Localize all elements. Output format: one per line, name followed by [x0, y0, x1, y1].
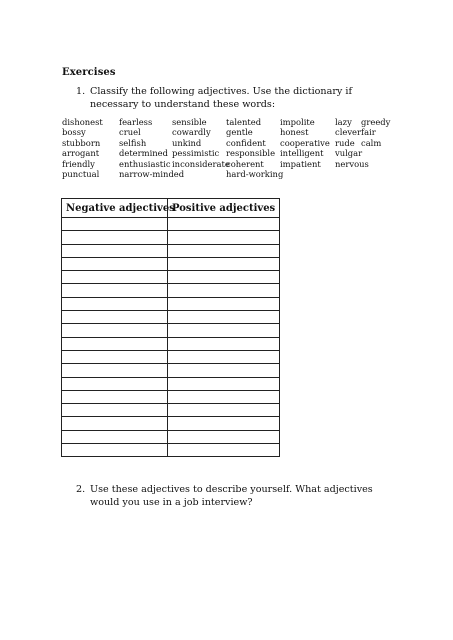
negative-answer-cell[interactable]: [62, 430, 168, 443]
negative-answer-cell[interactable]: [62, 271, 168, 284]
word-column-7: [361, 117, 390, 148]
word-item: fair: [361, 127, 376, 138]
word-item: fearless: [119, 117, 153, 127]
negative-answer-cell[interactable]: [62, 218, 168, 231]
word-item: narrow-minded: [119, 168, 185, 179]
table-row: [62, 218, 280, 231]
negative-answer-cell[interactable]: [62, 284, 168, 297]
word-item: dishonest: [62, 117, 103, 127]
word-item: stubborn: [62, 137, 101, 148]
negative-answer-cell[interactable]: [62, 350, 168, 363]
positive-answer-cell[interactable]: [168, 324, 280, 337]
word-item: pessimistic: [172, 148, 220, 159]
table-body: [62, 218, 280, 457]
table-row: [62, 271, 280, 284]
table-row: [62, 257, 280, 270]
table-row: [62, 231, 280, 244]
word-item: honest: [280, 127, 309, 138]
word-item: gentle: [226, 127, 253, 138]
word-item: rude: [335, 137, 355, 148]
word-column-1: [62, 117, 103, 179]
positive-answer-cell[interactable]: [168, 231, 280, 244]
question-2-number: 2.: [76, 484, 86, 495]
negative-answer-cell[interactable]: [62, 257, 168, 270]
table-row: [62, 377, 280, 390]
word-item: coherent: [226, 158, 264, 169]
question-1-number: 1.: [76, 86, 86, 97]
word-column-3: [172, 117, 230, 169]
word-column-5: [280, 117, 330, 169]
positive-answer-cell[interactable]: [168, 350, 280, 363]
positive-answer-cell[interactable]: [168, 271, 280, 284]
negative-answer-cell[interactable]: [62, 404, 168, 417]
table-row: [62, 324, 280, 337]
word-item: unkind: [172, 137, 202, 148]
word-item: responsible: [226, 148, 276, 159]
positive-answer-cell[interactable]: [168, 257, 280, 270]
word-item: punctual: [62, 168, 100, 179]
table-row: [62, 244, 280, 257]
negative-answer-cell[interactable]: [62, 297, 168, 310]
adjective-classification-table: [61, 198, 280, 457]
word-item: inconsiderate: [172, 158, 230, 169]
positive-answer-cell[interactable]: [168, 337, 280, 350]
positive-answer-cell[interactable]: [168, 430, 280, 443]
word-item: nervous: [335, 158, 369, 169]
word-item: clever: [335, 127, 362, 138]
positive-answer-cell[interactable]: [168, 404, 280, 417]
word-column-4: [226, 117, 283, 179]
table-row: [62, 311, 280, 324]
negative-answer-cell[interactable]: [62, 390, 168, 403]
positive-answer-cell[interactable]: [168, 364, 280, 377]
table-row: [62, 417, 280, 430]
word-item: selfish: [119, 137, 147, 148]
word-item: cooperative: [280, 137, 330, 148]
word-item: impatient: [280, 158, 321, 169]
negative-answer-cell[interactable]: [62, 231, 168, 244]
negative-adjectives-header: Negative adjectives: [62, 199, 168, 218]
negative-answer-cell[interactable]: [62, 324, 168, 337]
positive-answer-cell[interactable]: [168, 390, 280, 403]
table-row: [62, 337, 280, 350]
exercises-heading: Exercises: [62, 67, 116, 78]
word-item: friendly: [62, 158, 95, 169]
word-item: impolite: [280, 117, 315, 127]
positive-answer-cell[interactable]: [168, 297, 280, 310]
negative-answer-cell[interactable]: [62, 311, 168, 324]
word-item: calm: [361, 137, 382, 148]
word-item: determined: [119, 148, 168, 159]
word-item: greedy: [361, 117, 391, 127]
positive-answer-cell[interactable]: [168, 444, 280, 457]
negative-answer-cell[interactable]: [62, 244, 168, 257]
word-item: bossy: [62, 127, 86, 138]
word-item: vulgar: [335, 148, 363, 159]
word-item: lazy: [335, 117, 352, 127]
word-item: talented: [226, 117, 262, 127]
question-1-text: Classify the following adjectives. Use the dictionary if necessary to understand these words:: [90, 86, 352, 110]
positive-answer-cell[interactable]: [168, 377, 280, 390]
negative-answer-cell[interactable]: [62, 444, 168, 457]
word-item: hard-working: [226, 168, 284, 179]
positive-answer-cell[interactable]: [168, 311, 280, 324]
table-header-row: [62, 199, 280, 218]
positive-answer-cell[interactable]: [168, 244, 280, 257]
negative-answer-cell[interactable]: [62, 364, 168, 377]
table-row: [62, 430, 280, 443]
table-row: [62, 297, 280, 310]
word-item: cruel: [119, 127, 141, 138]
positive-answer-cell[interactable]: [168, 284, 280, 297]
word-item: cowardly: [172, 127, 211, 138]
negative-answer-cell[interactable]: [62, 377, 168, 390]
table-row: [62, 364, 280, 377]
table-row: [62, 390, 280, 403]
question-2-text: Use these adjectives to describe yourself. What adjectives would you use in a job interview?: [90, 484, 373, 508]
word-item: confident: [226, 137, 266, 148]
table-row: [62, 444, 280, 457]
word-item: intelligent: [280, 148, 324, 159]
table-row: [62, 284, 280, 297]
word-item: enthusiastic: [119, 158, 171, 169]
positive-adjectives-header: Positive adjectives: [168, 199, 280, 218]
negative-answer-cell[interactable]: [62, 417, 168, 430]
positive-answer-cell[interactable]: [168, 218, 280, 231]
word-item: arrogant: [62, 148, 100, 159]
table-row: [62, 350, 280, 363]
positive-answer-cell[interactable]: [168, 417, 280, 430]
table-row: [62, 404, 280, 417]
word-item: sensible: [172, 117, 207, 127]
negative-answer-cell[interactable]: [62, 337, 168, 350]
